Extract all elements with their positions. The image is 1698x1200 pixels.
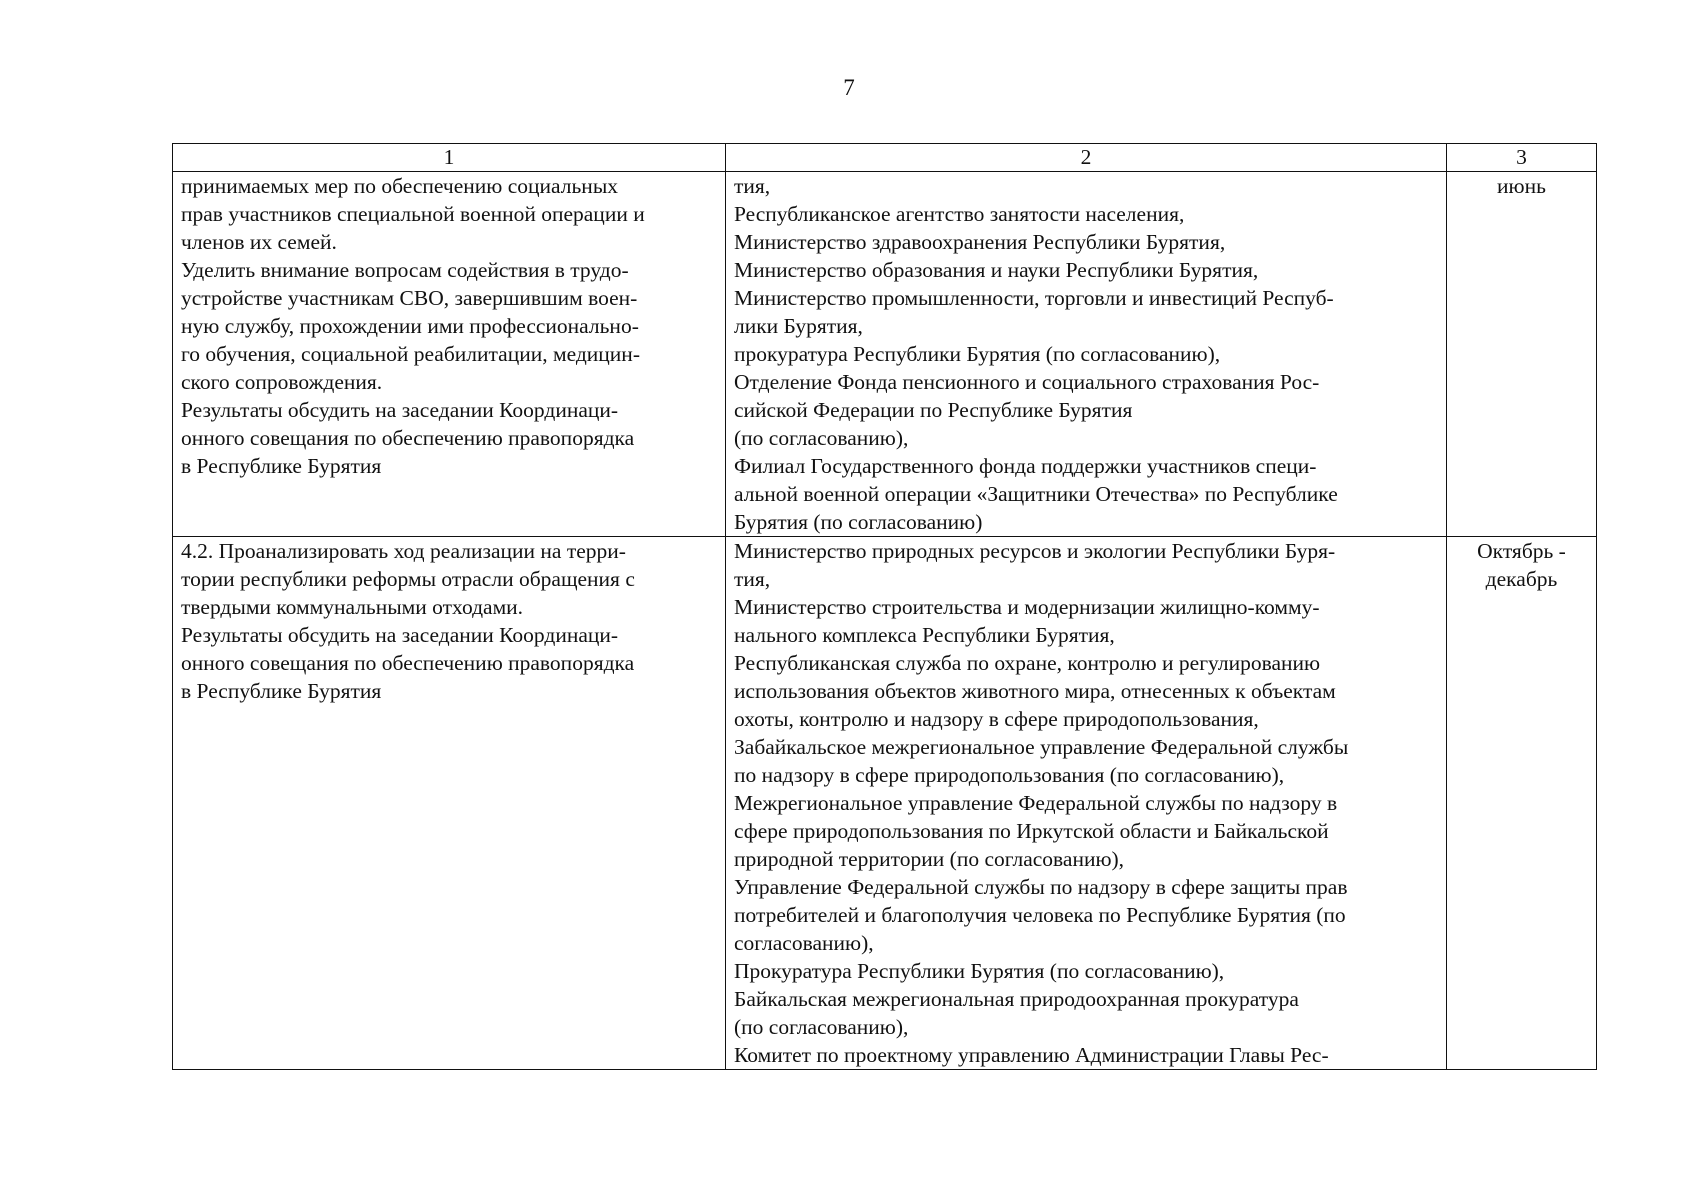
cell-text-line: го обучения, социальной реабилитации, медицин-: [181, 342, 640, 366]
cell-text-line: Байкальская межрегиональная природоохранная прокуратура: [734, 987, 1299, 1011]
cell-text-line: Министерство природных ресурсов и экологии Республики Буря-: [734, 539, 1336, 563]
cell-text-line: Результаты обсудить на заседании Координаци-: [181, 623, 619, 647]
cell-text-line: в Республике Бурятия: [181, 679, 382, 703]
cell-text-line: Прокуратура Республики Бурятия (по согласованию),: [734, 959, 1225, 983]
cell-text-line: 4.2. Проанализировать ход реализации на терри-: [181, 539, 626, 563]
cell-text-line: в Республике Бурятия: [181, 454, 382, 478]
cell-text-line: Республиканская служба по охране, контролю и регулированию: [734, 651, 1321, 675]
cell-text-line: членов их семей.: [181, 230, 337, 254]
cell-text-line: Результаты обсудить на заседании Координаци-: [181, 398, 619, 422]
cell-text-line: сфере природопользования по Иркутской области и Байкальской: [734, 819, 1329, 843]
measure-cell: [173, 537, 726, 1070]
cell-text-line: Забайкальское межрегиональное управление Федеральной службы: [734, 735, 1349, 759]
cell-text-line: устройстве участникам СВО, завершившим воен-: [181, 286, 638, 310]
cell-text-line: лики Бурятия,: [734, 314, 863, 338]
cell-text-line: онного совещания по обеспечению правопорядка: [181, 651, 635, 675]
cell-text-line: тия,: [734, 174, 771, 198]
cell-text-line: (по согласованию),: [734, 426, 909, 450]
cell-text-line: прав участников специальной военной операции и: [181, 202, 645, 226]
cell-text-line: Министерство образования и науки Республики Бурятия,: [734, 258, 1259, 282]
cell-text-line: прокуратура Республики Бурятия (по согласованию),: [734, 342, 1221, 366]
responsible-cell: [726, 172, 1447, 537]
cell-text-line: декабрь: [1485, 567, 1558, 591]
cell-text-line: Министерство промышленности, торговли и инвестиций Респуб-: [734, 286, 1334, 310]
cell-text-line: твердыми коммунальными отходами.: [181, 595, 524, 619]
cell-text-line: по надзору в сфере природопользования (по согласованию),: [734, 763, 1285, 787]
table-row: [173, 172, 1597, 537]
column-header-1: 1: [173, 144, 726, 172]
measure-cell: [173, 172, 726, 537]
cell-text-line: июнь: [1497, 174, 1546, 198]
cell-text-line: принимаемых мер по обеспечению социальных: [181, 174, 619, 198]
cell-text-line: Министерство строительства и модернизации жилищно-комму-: [734, 595, 1320, 619]
cell-text-line: охоты, контролю и надзору в сфере природопользования,: [734, 707, 1259, 731]
cell-text-line: Республиканское агентство занятости населения,: [734, 202, 1185, 226]
cell-text-line: природной территории (по согласованию),: [734, 847, 1125, 871]
responsible-cell: [726, 537, 1447, 1070]
cell-text-line: альной военной операции «Защитники Отечества» по Республике: [734, 482, 1338, 506]
column-header-2: 2: [726, 144, 1447, 172]
cell-text-line: Управление Федеральной службы по надзору в сфере защиты прав: [734, 875, 1348, 899]
plan-table: [172, 143, 1597, 1070]
cell-text-line: использования объектов животного мира, отнесенных к объектам: [734, 679, 1336, 703]
cell-text-line: Уделить внимание вопросам содействия в трудо-: [181, 258, 629, 282]
cell-text-line: (по согласованию),: [734, 1015, 909, 1039]
deadline-cell: [1447, 172, 1597, 537]
deadline-cell: [1447, 537, 1597, 1070]
page-number: 7: [843, 75, 855, 100]
cell-text-line: Отделение Фонда пенсионного и социального страхования Рос-: [734, 370, 1320, 394]
cell-text-line: Министерство здравоохранения Республики Бурятия,: [734, 230, 1226, 254]
cell-text-line: тории республики реформы отрасли обращения с: [181, 567, 635, 591]
cell-text-line: тия,: [734, 567, 771, 591]
cell-text-line: потребителей и благополучия человека по Республике Бурятия (по: [734, 903, 1346, 927]
cell-text-line: нального комплекса Республики Бурятия,: [734, 623, 1115, 647]
cell-text-line: Октябрь -: [1477, 539, 1566, 563]
cell-text-line: согласованию),: [734, 931, 874, 955]
cell-text-line: Филиал Государственного фонда поддержки участников специ-: [734, 454, 1317, 478]
table-header-row: [173, 144, 1597, 172]
cell-text-line: Комитет по проектному управлению Администрации Главы Рес-: [734, 1043, 1329, 1067]
column-header-3: 3: [1447, 144, 1597, 172]
cell-text-line: сийской Федерации по Республике Бурятия: [734, 398, 1133, 422]
cell-text-line: онного совещания по обеспечению правопорядка: [181, 426, 635, 450]
table-row: [173, 537, 1597, 1070]
cell-text-line: Бурятия (по согласованию): [734, 510, 983, 534]
cell-text-line: ную службу, прохождении ими профессионально-: [181, 314, 639, 338]
cell-text-line: ского сопровождения.: [181, 370, 383, 394]
cell-text-line: Межрегиональное управление Федеральной службы по надзору в: [734, 791, 1338, 815]
